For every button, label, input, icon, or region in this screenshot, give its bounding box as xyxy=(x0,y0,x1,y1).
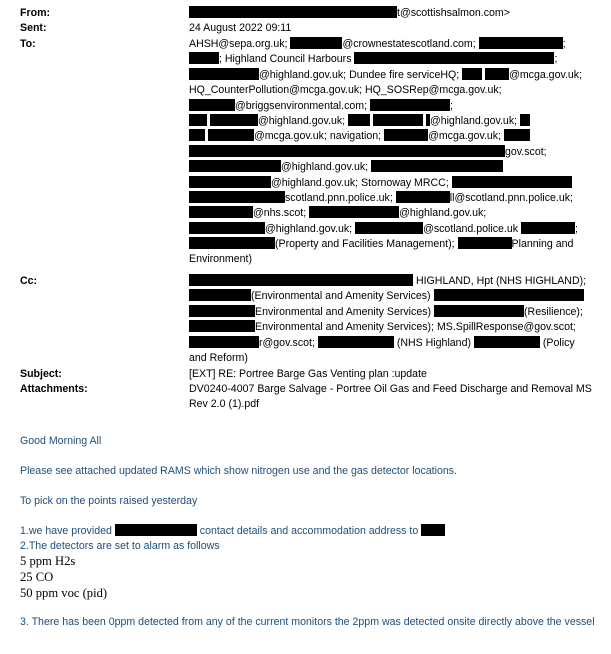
recipient-text: Environmental and Amenity Services); MS.SpillResponse@gov.scot; xyxy=(255,321,576,334)
recipient-text: Environment) xyxy=(189,253,252,266)
from-value xyxy=(189,6,599,21)
recipient-text: @highland.gov.uk; Stornoway MRCC; xyxy=(271,176,449,189)
recipient-text: r@gov.scot; xyxy=(259,336,315,349)
recipient-text: HQ_CounterPollution@mcga.gov.uk; HQ_SOSRep@mcga.gov.uk; xyxy=(189,84,502,97)
redaction xyxy=(115,524,197,536)
recipient-text: (Environmental and Amenity Services) xyxy=(251,290,431,303)
redaction xyxy=(189,176,271,188)
recipient-text: @highland.gov.uk; xyxy=(265,222,353,235)
redaction xyxy=(189,99,235,111)
redaction xyxy=(354,52,554,64)
list-item: 2.The detectors are set to alarm as follows xyxy=(20,540,220,552)
recipient-text: (Property and Facilities Management); xyxy=(275,238,455,251)
recipient-text: (Resilience); xyxy=(524,305,583,318)
recipient-text: Environmental and Amenity Services) xyxy=(255,305,432,318)
list-item: 3. There has been 0ppm detected from any of the current monitors the 2ppm was detected onsite directly above the vessel xyxy=(20,616,595,628)
redaction xyxy=(318,336,394,348)
recipient-text: @highland.gov.uk; xyxy=(429,114,518,127)
redaction xyxy=(189,114,207,126)
redaction xyxy=(373,114,423,126)
redaction xyxy=(290,37,342,49)
recipient-text: ; xyxy=(450,99,453,112)
body-paragraph: Please see attached updated RAMS which show nitrogen use and the gas detector locations. xyxy=(20,465,457,477)
redaction xyxy=(189,237,275,249)
recipient-text: gov.scot; xyxy=(505,145,547,158)
recipient-text: @mcga.gov.uk; xyxy=(428,130,502,143)
redaction xyxy=(434,305,524,317)
redaction xyxy=(208,129,254,141)
item-text: contact details and accommodation address to xyxy=(199,525,419,537)
redaction xyxy=(189,222,265,234)
recipient-text: @highland.gov.uk; xyxy=(257,114,346,127)
redaction xyxy=(521,222,575,234)
redaction xyxy=(434,289,584,301)
recipient-text: @highland.gov.uk; xyxy=(399,207,487,220)
recipient-text: (NHS Highland) xyxy=(396,336,471,349)
redaction xyxy=(485,68,509,80)
redaction xyxy=(421,524,445,536)
redaction xyxy=(189,68,259,80)
recipient-text: ; Highland Council Harbours xyxy=(219,53,352,66)
item-text: 1.we have provided xyxy=(20,525,112,537)
alarm-co: 25 CO xyxy=(20,570,54,584)
attachments-label: Attachments: xyxy=(20,383,88,395)
redaction xyxy=(474,336,540,348)
redaction xyxy=(355,222,423,234)
to-label: To: xyxy=(20,38,36,50)
sent-value: 24 August 2022 09:11 xyxy=(189,22,292,34)
recipient-text: @mcga.gov.uk; navigation; xyxy=(253,130,382,143)
recipient-text: @briggsenvironmental.com; xyxy=(235,99,368,112)
recipient-text: @nhs.scot; xyxy=(253,207,307,220)
redaction xyxy=(189,336,259,348)
subject-value: [EXT] RE: Portree Barge Gas Venting plan :update xyxy=(189,368,427,380)
redaction xyxy=(458,237,512,249)
recipient-text: HIGHLAND, Hpt (NHS HIGHLAND); xyxy=(415,275,587,287)
recipient-text: @crownestatescotland.com; xyxy=(342,38,476,50)
redaction xyxy=(462,68,482,80)
recipient-text: ll@scotland.pnn.police.uk; xyxy=(449,191,573,204)
recipient-text: Planning and xyxy=(511,238,574,251)
recipient-text: ; xyxy=(562,38,566,50)
redaction xyxy=(348,114,370,126)
redaction xyxy=(189,52,219,64)
redaction xyxy=(384,129,428,141)
redaction xyxy=(189,160,281,172)
sent-label: Sent: xyxy=(20,22,47,34)
list-item xyxy=(20,524,600,539)
recipient-text: scotland.pnn.police.uk; xyxy=(285,191,393,204)
subject-label: Subject: xyxy=(20,368,62,380)
recipient-text: @mcga.gov.uk; xyxy=(509,68,583,81)
redaction xyxy=(189,289,251,301)
redaction xyxy=(520,114,530,126)
recipient-text: ; xyxy=(575,222,578,235)
redaction xyxy=(189,206,253,218)
redaction xyxy=(189,145,505,157)
redaction xyxy=(189,129,205,141)
redaction xyxy=(370,99,450,111)
redaction xyxy=(371,160,503,172)
from-address: t@scottishsalmon.com> xyxy=(397,7,510,19)
redaction xyxy=(189,6,397,18)
redaction xyxy=(189,320,255,332)
to-recipients xyxy=(189,37,599,268)
attachment-link[interactable]: DV0240-4007 Barge Salvage - Portree Oil Gas and Feed Discharge and Removal MS Rev 2.0 (1).pdf xyxy=(189,383,592,411)
recipient-text: AHSH@sepa.org.uk; xyxy=(189,38,288,50)
redaction xyxy=(452,176,572,188)
recipient-text: @scotland.police.uk xyxy=(423,222,519,235)
redaction xyxy=(504,129,530,141)
body-paragraph: To pick on the points raised yesterday xyxy=(20,495,198,507)
greeting: Good Morning All xyxy=(20,435,102,447)
alarm-voc: 50 ppm voc (pid) xyxy=(20,586,108,600)
redaction xyxy=(396,191,450,203)
redaction xyxy=(309,206,399,218)
alarm-h2s: 5 ppm H2s xyxy=(20,554,76,568)
redaction xyxy=(189,191,285,203)
cc-recipients xyxy=(189,274,599,366)
recipient-text: ; xyxy=(554,53,558,66)
recipient-text: @highland.gov.uk; Dundee fire serviceHQ; xyxy=(259,68,460,81)
from-label: From: xyxy=(20,7,51,19)
cc-label: Cc: xyxy=(20,275,38,287)
redaction xyxy=(189,274,413,286)
redaction xyxy=(189,305,255,317)
recipient-text: @highland.gov.uk; xyxy=(281,161,369,174)
recipient-text: (Policy xyxy=(542,336,575,349)
redaction xyxy=(479,37,563,49)
recipient-text: and Reform) xyxy=(189,351,248,364)
redaction xyxy=(210,114,258,126)
